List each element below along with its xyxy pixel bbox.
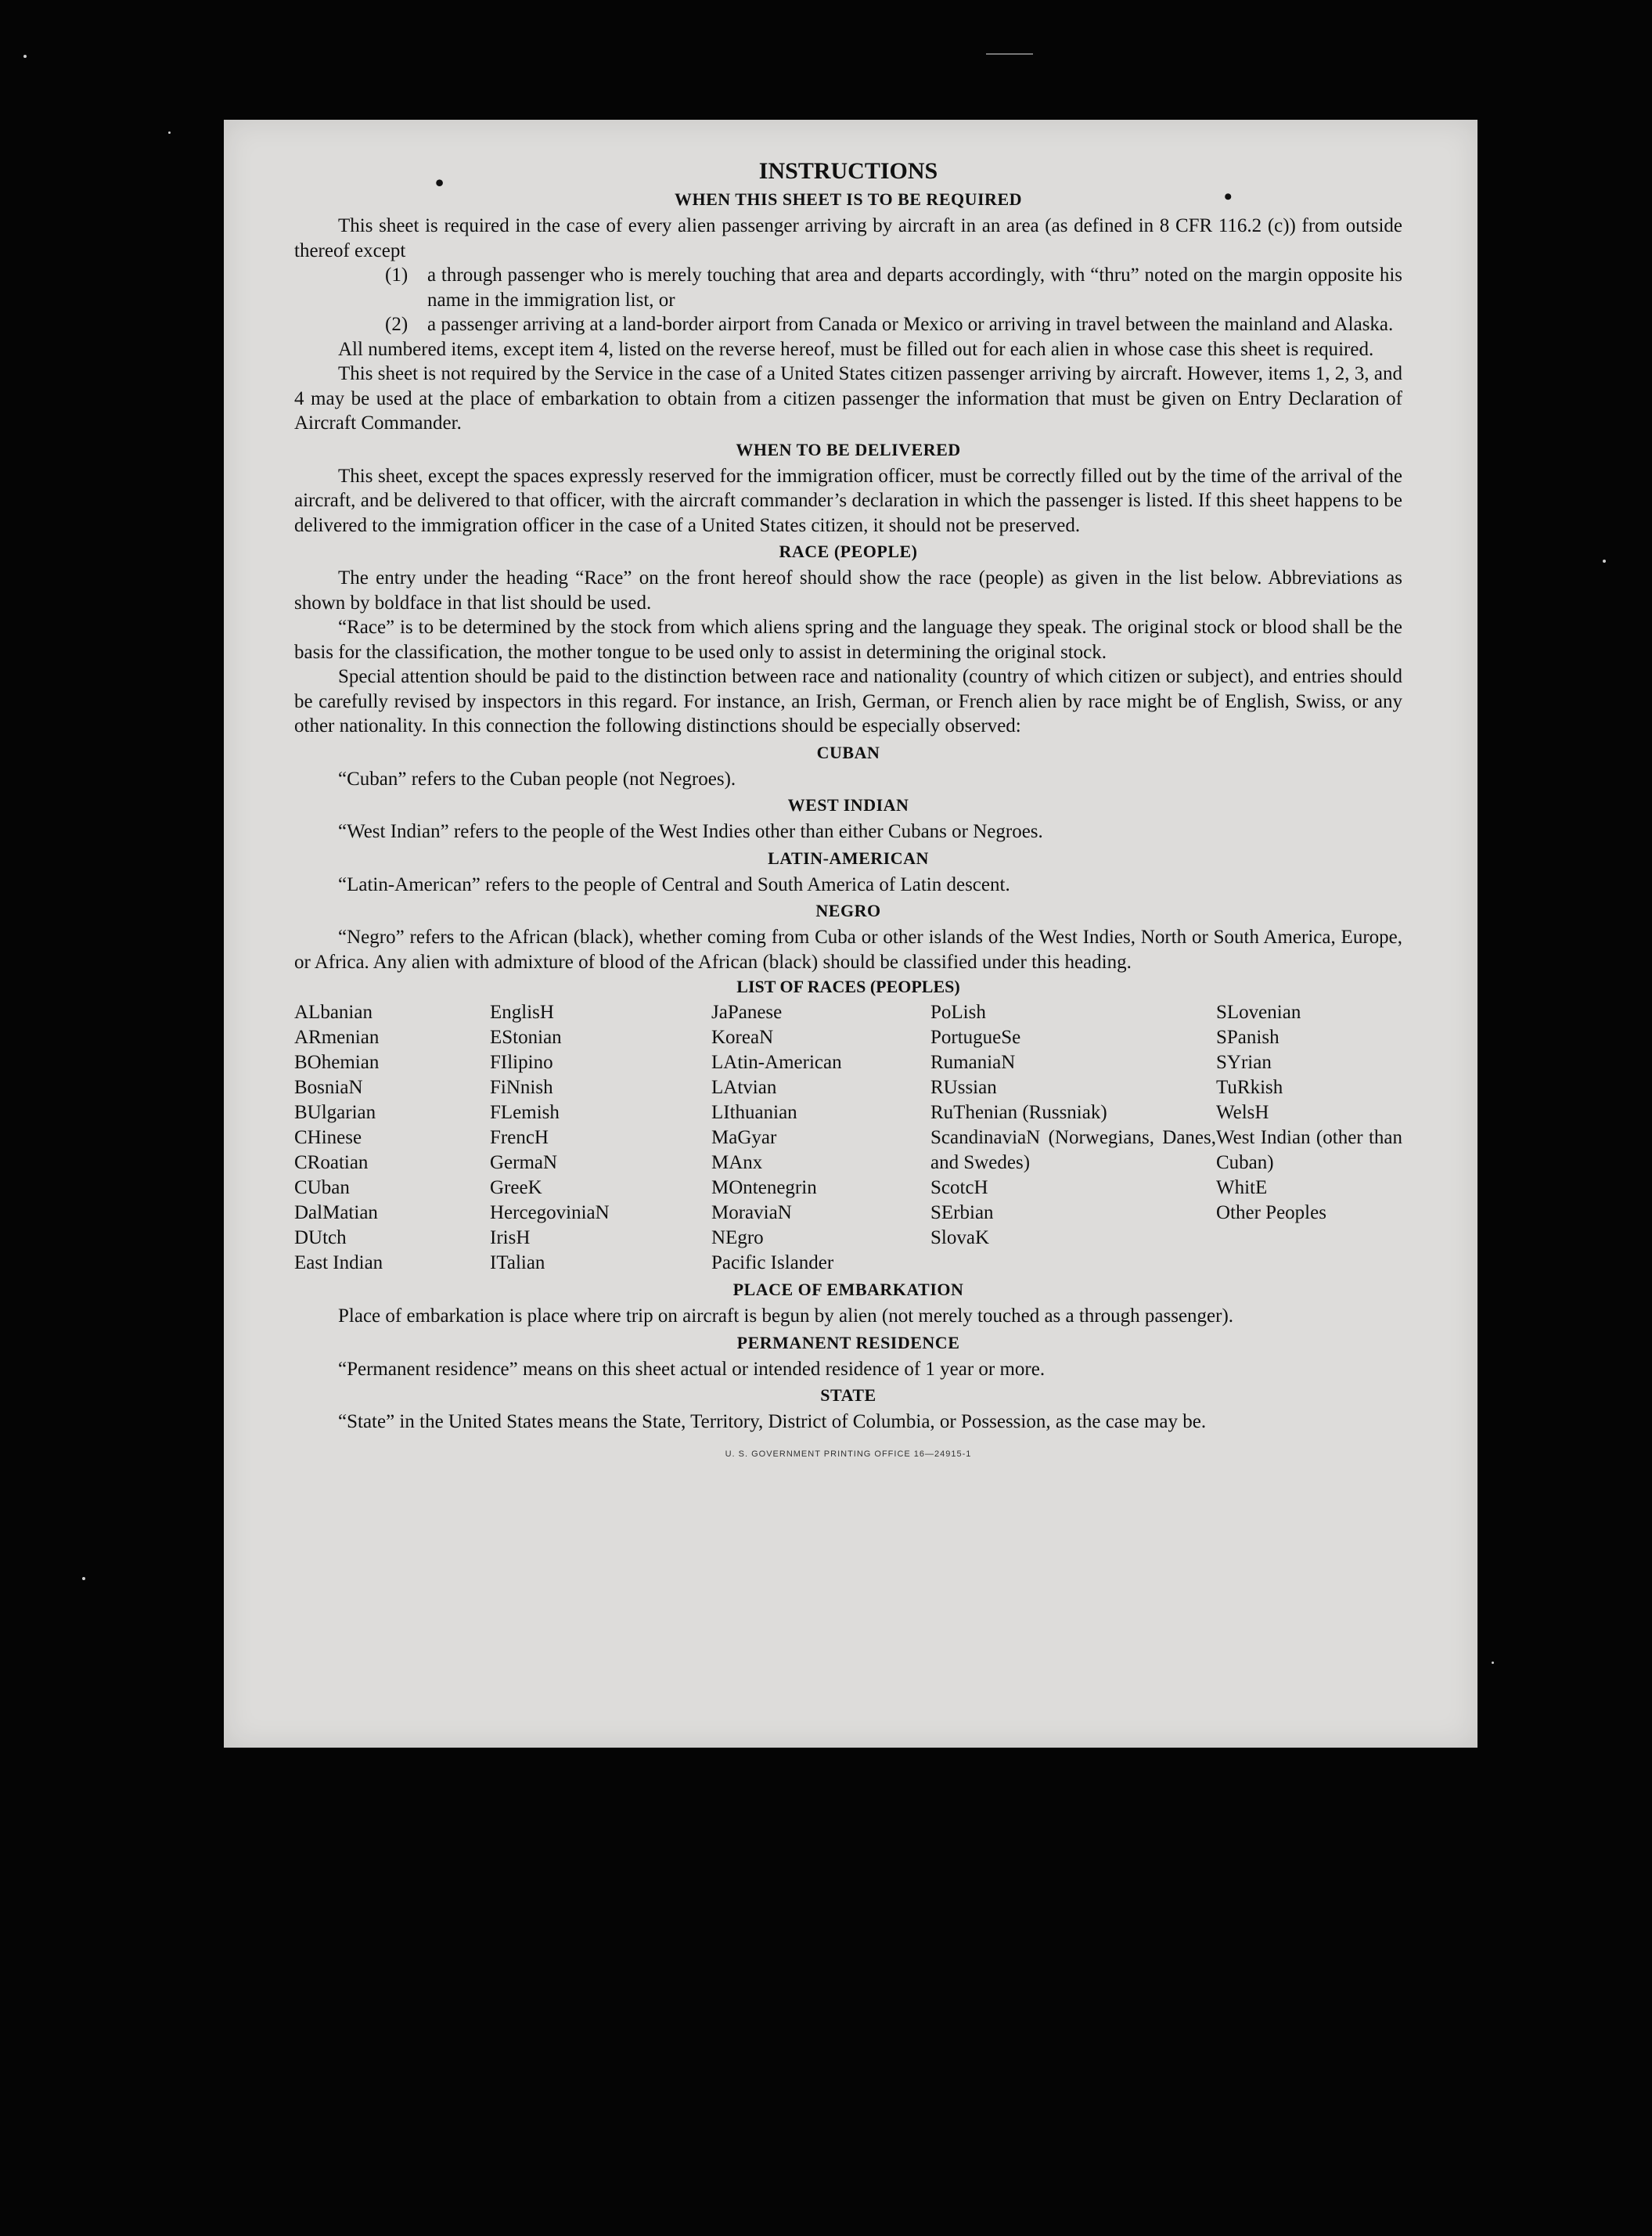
ink-mark-left: • (435, 168, 444, 196)
race-entry: MAnx (711, 1152, 763, 1173)
race-entry: JaPanese (711, 1002, 783, 1023)
background-speck (1603, 560, 1606, 563)
ink-mark-right: • (1224, 184, 1233, 210)
race-entry: RUssian (930, 1077, 997, 1098)
race-entry: RumaniaN (930, 1052, 1016, 1073)
race-entry: CHinese (294, 1127, 362, 1148)
race-entry: EStonian (490, 1027, 562, 1048)
race-entry: CUban (294, 1177, 350, 1198)
race-entry: BosniaN (294, 1077, 363, 1098)
race-entry: NEgro (711, 1227, 764, 1248)
printer-imprint: U. S. GOVERNMENT PRINTING OFFICE 16—24915-1 (725, 1449, 972, 1459)
race-entry: DUtch (294, 1227, 347, 1248)
race-entry: TuRkish (1216, 1077, 1283, 1098)
section-heading-cuban: CUBAN (816, 742, 880, 762)
races-column-1 (294, 1000, 490, 1276)
race-entry: HercegoviniaN (490, 1202, 610, 1223)
exception-text: a passenger arriving at a land-border airport from Canada or Mexico or arriving in travel between the mainland and Alaska. (427, 314, 1394, 335)
race-entry: GermaN (490, 1152, 558, 1173)
race-entry: FLemish (490, 1102, 560, 1123)
section-heading-required: WHEN THIS SHEET IS TO BE REQUIRED (674, 189, 1023, 209)
state-paragraph: “State” in the United States means the State, Territory, District of Columbia, or Possession, as the case may be. (338, 1411, 1207, 1432)
section-heading-race: RACE (PEOPLE) (779, 542, 918, 561)
background-speck (986, 53, 1033, 55)
section-heading-west-indian: WEST INDIAN (787, 795, 909, 815)
race-entry: LAtvian (711, 1077, 777, 1098)
race-entry: WelsH (1216, 1102, 1269, 1123)
race-entry: LIthuanian (711, 1102, 797, 1123)
required-intro: This sheet is required in the case of every alien passenger arriving by aircraft in an area (as defined in 8 CFR 116.2 (c)) from outside thereof except (294, 215, 1402, 261)
race-entry: FrencH (490, 1127, 549, 1148)
race-entry: DalMatian (294, 1202, 378, 1223)
race-entry: SlovaK (930, 1227, 989, 1248)
race-entry: Pacific Islander (711, 1252, 834, 1273)
race-entry: ScotcH (930, 1177, 988, 1198)
exception-number: (1) (385, 265, 409, 286)
races-list (294, 1000, 1402, 1276)
race-entry: ALbanian (294, 1002, 373, 1023)
section-heading-embarkation: PLACE OF EMBARKATION (732, 1280, 964, 1299)
background-speck (23, 55, 27, 58)
race-entry: SYrian (1216, 1052, 1272, 1073)
race-entry: ITalian (490, 1252, 545, 1273)
latin-american-paragraph: “Latin-American” refers to the people of Central and South America of Latin descent. (338, 873, 1010, 895)
document-body (294, 157, 1402, 1467)
race-entry: SLovenian (1216, 1002, 1301, 1023)
negro-paragraph: “Negro” refers to the African (black), whether coming from Cuba or other islands of the West Indies, North or South America, Europe, or Africa. Any alien with admixture of blood of the African (black) should be classified under this heading. (294, 927, 1402, 973)
background-speck (82, 1577, 85, 1580)
exception-number: (2) (385, 314, 409, 335)
race-entry: MoraviaN (711, 1202, 792, 1223)
required-paragraph-2: All numbered items, except item 4, listed on the reverse hereof, must be filled out for each alien in whose case this sheet is required. (338, 338, 1374, 360)
race-entry: PortugueSe (930, 1027, 1021, 1048)
exceptions-list (294, 263, 1402, 337)
race-entry: PoLish (930, 1002, 986, 1023)
instruction-sheet (224, 120, 1477, 1748)
race-entry: MaGyar (711, 1127, 777, 1148)
race-entry: FiNnish (490, 1077, 553, 1098)
section-heading-negro: NEGRO (815, 901, 881, 920)
race-entry: CRoatian (294, 1152, 369, 1173)
race-entry: ARmenian (294, 1027, 380, 1048)
races-column-2 (490, 1000, 711, 1276)
section-heading-residence: PERMANENT RESIDENCE (736, 1332, 960, 1352)
race-entry: BUlgarian (294, 1102, 376, 1123)
races-list-heading: LIST OF RACES (PEOPLES) (736, 977, 960, 996)
races-column-5 (1216, 1000, 1402, 1276)
race-entry: WhitE (1216, 1177, 1268, 1198)
section-heading-delivered: WHEN TO BE DELIVERED (736, 439, 961, 459)
section-heading-latin-american: LATIN-AMERICAN (768, 848, 929, 868)
race-entry: East Indian (294, 1252, 383, 1273)
race-entry: FIlipino (490, 1052, 553, 1073)
race-paragraph-3: Special attention should be paid to the distinction between race and nationality (country of which citizen or subject), and entries should be carefully revised by inspectors in this regard. For instance, an Irish, German, or French alien by race might be of English, Swiss, or any other nationality. In this connection the following distinctions should be especially observed: (294, 666, 1402, 736)
exception-text: a through passenger who is merely touching that area and departs accordingly, with “thru” noted on the margin opposite his name in the immigration list, or (427, 265, 1402, 311)
race-entry: West Indian (other than Cuban) (1216, 1127, 1402, 1173)
background-speck (1492, 1662, 1494, 1664)
section-heading-state: STATE (820, 1385, 876, 1405)
race-entry: MOntenegrin (711, 1177, 817, 1198)
race-paragraph-1: The entry under the heading “Race” on the front hereof should show the race (people) as given in the list below. Abbreviations as shown by boldface in that list should be used. (294, 567, 1402, 614)
residence-paragraph: “Permanent residence” means on this sheet actual or intended residence of 1 year or more. (338, 1358, 1046, 1380)
races-column-3 (711, 1000, 930, 1276)
races-column-4 (930, 1000, 1216, 1276)
race-entry: KoreaN (711, 1027, 774, 1048)
embarkation-paragraph: Place of embarkation is place where trip on aircraft is begun by alien (not merely touched as a through passenger). (338, 1305, 1234, 1327)
west-indian-paragraph: “West Indian” refers to the people of the West Indies other than either Cubans or Negroes. (338, 821, 1043, 842)
race-entry: BOhemian (294, 1052, 380, 1073)
race-entry: LAtin-American (711, 1052, 842, 1073)
cuban-paragraph: “Cuban” refers to the Cuban people (not Negroes). (338, 768, 736, 790)
race-entry: GreeK (490, 1177, 542, 1198)
exception-item (385, 312, 1402, 337)
delivered-paragraph: This sheet, except the spaces expressly reserved for the immigration officer, must be correctly filled out by the time of the arrival of the aircraft, and be delivered to that officer, with the aircraft commander’s declaration in which the passenger is listed. If this sheet happens to be delivered to the immigration officer in the case of a United States citizen, it should not be preserved. (294, 465, 1402, 536)
document-title: INSTRUCTIONS (758, 158, 938, 184)
race-entry: RuThenian (Russniak) (930, 1102, 1107, 1123)
race-entry: SErbian (930, 1202, 994, 1223)
race-entry: ScandinaviaN (Norwegians, Danes, and Swedes) (930, 1127, 1216, 1173)
exception-item (385, 263, 1402, 312)
race-entry: Other Peoples (1216, 1202, 1326, 1223)
background-speck (168, 131, 171, 134)
race-entry: EnglisH (490, 1002, 554, 1023)
race-entry: SPanish (1216, 1027, 1279, 1048)
required-paragraph-3: This sheet is not required by the Service in the case of a United States citizen passenger arriving by aircraft. However, items 1, 2, 3, and 4 may be used at the place of embarkation to obtain from a citizen passenger the information that must be given on Entry Declaration of Aircraft Commander. (294, 363, 1402, 434)
race-entry: IrisH (490, 1227, 531, 1248)
race-paragraph-2: “Race” is to be determined by the stock from which aliens spring and the language they speak. The original stock or blood shall be the basis for the classification, the mother tongue to be used only to assist in determining the original stock. (294, 617, 1402, 663)
